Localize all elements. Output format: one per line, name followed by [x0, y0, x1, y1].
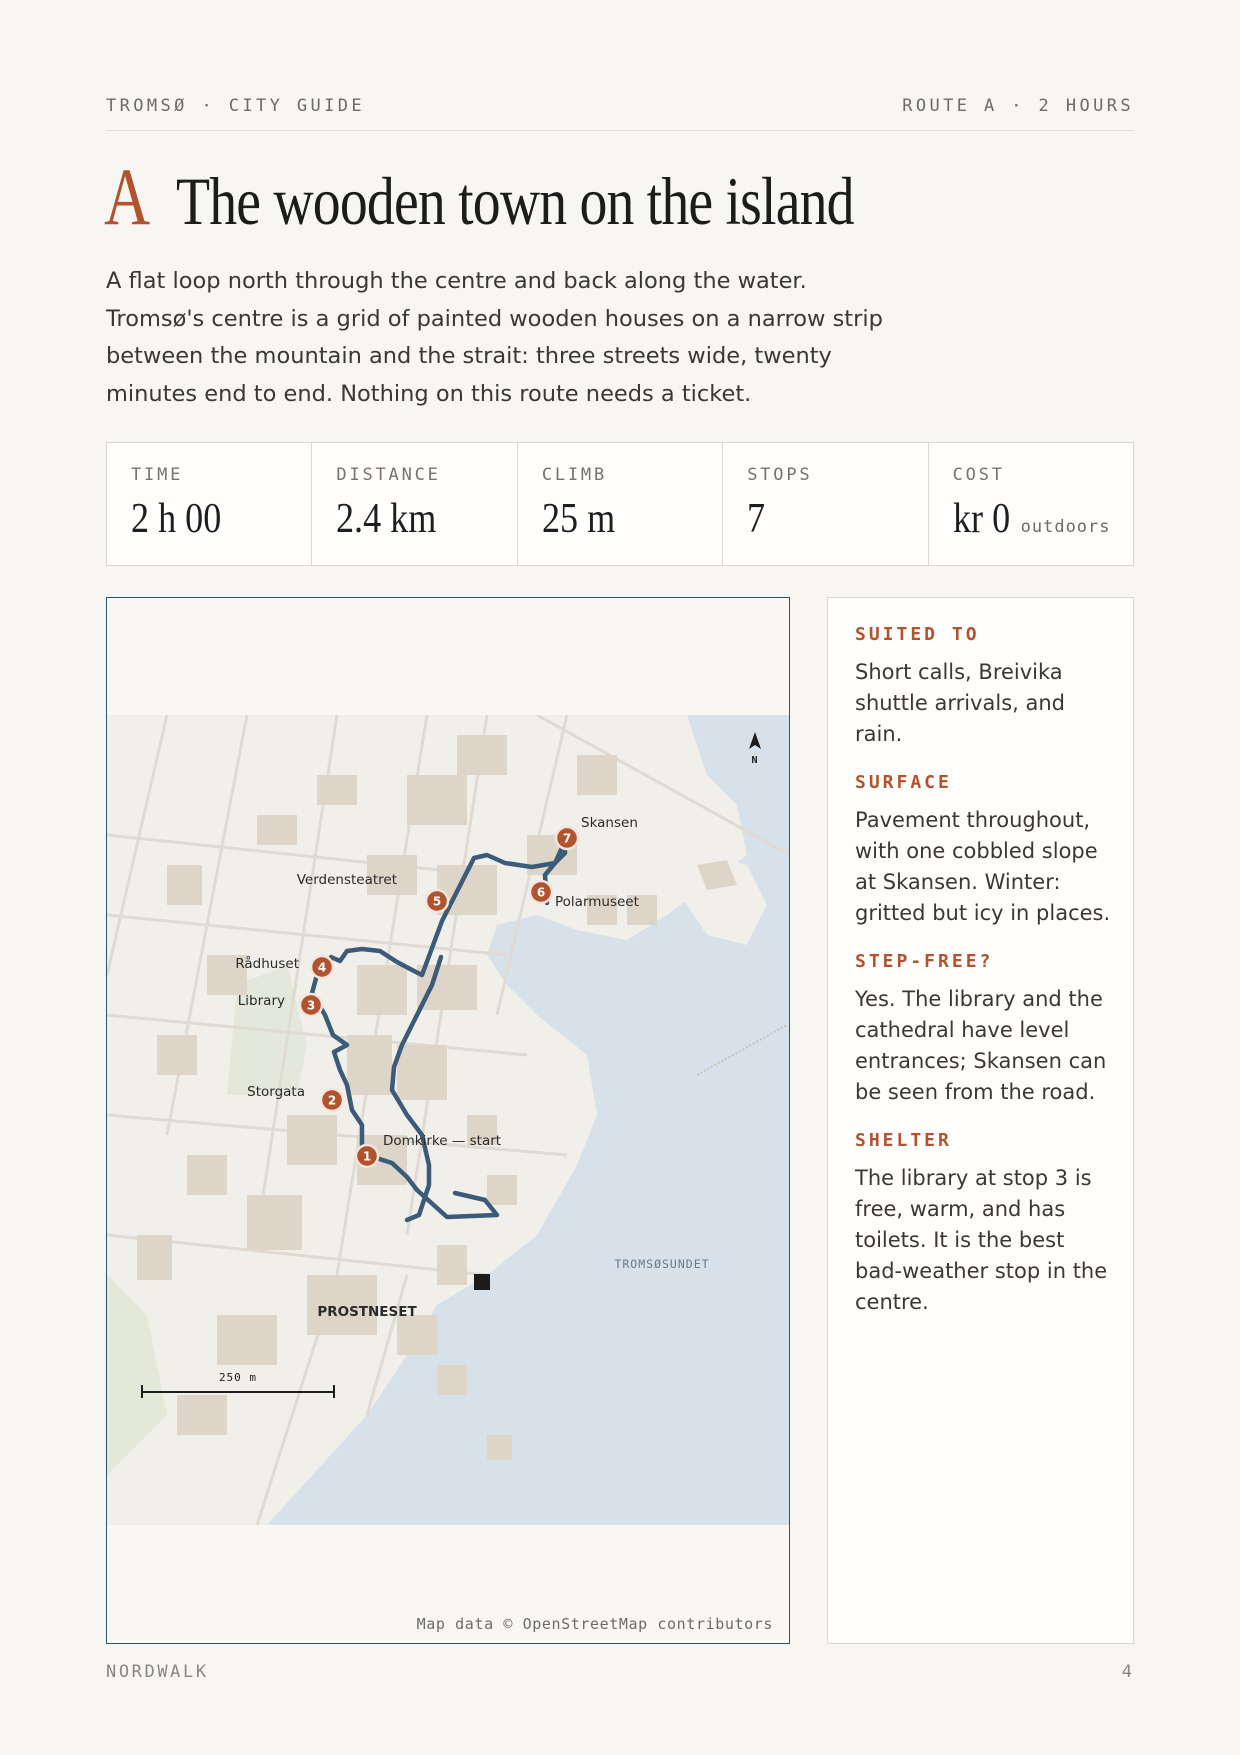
- start-marker: [474, 1274, 490, 1290]
- title-text: The wooden town on the island: [176, 163, 854, 239]
- intro-paragraph: A flat loop north through the centre and back along the water. Tromsø's centre is a grid of painted wooden houses on a narrow strip between the mountain and the strait: three streets wide, twenty minutes end to end. Nothing on this route needs a ticket.: [106, 268, 883, 407]
- stop-label-6: Polarmuseet: [555, 894, 639, 910]
- map-canvas[interactable]: [107, 715, 790, 1525]
- route-map[interactable]: [106, 597, 790, 1644]
- shelter-heading: SHELTER: [855, 1130, 952, 1151]
- suited-heading: SUITED TO: [855, 624, 980, 645]
- stat-label: CLIMB: [541, 465, 607, 485]
- stat-distance: [312, 443, 517, 565]
- stop-number: 3: [306, 998, 316, 1013]
- stop-pin-2[interactable]: [321, 1089, 343, 1111]
- shelter-text: The library at stop 3 is free, warm, and has toilets. It is the best bad-weather stop in the centre.: [855, 1166, 1108, 1314]
- stop-number: 7: [562, 831, 572, 846]
- stat-label: DISTANCE: [336, 465, 441, 485]
- route-letter: A: [104, 151, 151, 242]
- stat-value: 7: [747, 496, 766, 542]
- stat-note: outdoors: [1020, 517, 1111, 537]
- stat-value: 2.4 km: [336, 496, 437, 542]
- district-label: PROSTNESET: [317, 1304, 417, 1320]
- stat-value: kr 0: [952, 496, 1010, 542]
- stat-label: STOPS: [747, 465, 813, 485]
- surface-text: Pavement throughout, with one cobbled slope at Skansen. Winter: gritted but icy in places.: [855, 808, 1111, 925]
- map-credit: Map data © OpenStreetMap contributors: [416, 1615, 773, 1633]
- stop-label-4: Rådhuset: [235, 956, 299, 972]
- stop-label-1: Domkirke — start: [383, 1133, 502, 1149]
- stop-pin-3[interactable]: [300, 994, 322, 1016]
- step-free-text: Yes. The library and the cathedral have level entrances; Skansen can be seen from the road.: [855, 987, 1107, 1104]
- stop-pin-7[interactable]: [556, 827, 578, 849]
- surface-heading: SURFACE: [855, 772, 952, 793]
- stats-bar: [106, 442, 1134, 566]
- stat-label: TIME: [131, 465, 184, 485]
- stop-label-2: Storgata: [247, 1084, 305, 1100]
- water-label: TROMSØSUNDET: [614, 1257, 710, 1271]
- stop-number: 5: [432, 894, 442, 909]
- stop-label-5: Verdensteatret: [296, 872, 397, 888]
- stop-number: 2: [327, 1093, 337, 1108]
- route-label: ROUTE A · 2 HOURS: [902, 96, 1134, 116]
- stop-pin-4[interactable]: [311, 956, 333, 978]
- stop-label-7: Skansen: [581, 815, 638, 831]
- stop-pin-1[interactable]: [356, 1145, 378, 1167]
- stop-number: 4: [317, 960, 327, 975]
- suited-text: Short calls, Breivika shuttle arrivals, and rain.: [855, 660, 1065, 746]
- stat-value: 2 h 00: [131, 496, 222, 542]
- stop-pin-6[interactable]: [530, 881, 552, 903]
- stat-cost: [929, 443, 1133, 565]
- side-panel: [827, 597, 1134, 1644]
- stat-label: COST: [952, 465, 1005, 485]
- guide-label: TROMSØ · CITY GUIDE: [106, 96, 366, 116]
- stat-value: 25 m: [541, 496, 616, 542]
- page-title: [104, 150, 1003, 244]
- footer-brand: NORDWALK: [106, 1662, 209, 1682]
- scale-label: 250 m: [218, 1371, 258, 1384]
- page-header: [106, 96, 1134, 131]
- north-label: N: [751, 755, 759, 766]
- stop-number: 6: [536, 885, 546, 900]
- stop-number: 1: [362, 1149, 372, 1164]
- stat-climb: [518, 443, 723, 565]
- step-free-heading: STEP-FREE?: [855, 951, 994, 972]
- stop-pin-5[interactable]: [426, 890, 448, 912]
- stat-stops: [723, 443, 928, 565]
- stop-label-3: Library: [237, 993, 285, 1009]
- stat-time: [107, 443, 312, 565]
- page-number: 4: [1121, 1662, 1132, 1682]
